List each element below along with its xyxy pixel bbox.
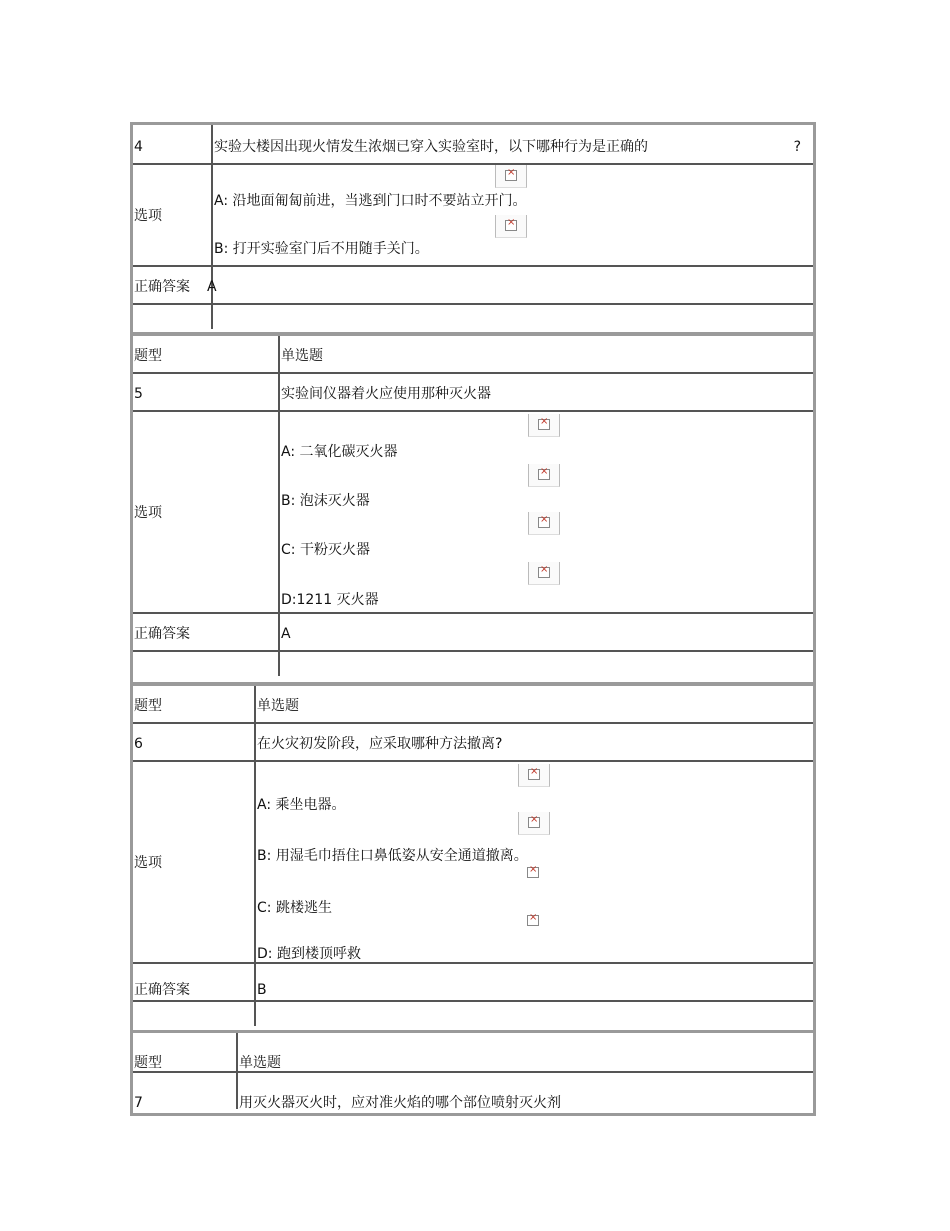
option-a: A: 二氧化碳灭火器 bbox=[281, 444, 398, 460]
broken-image-icon bbox=[528, 414, 560, 437]
question-block-5 bbox=[130, 333, 816, 685]
type-row bbox=[133, 686, 813, 724]
answer-label: 正确答案 bbox=[134, 626, 190, 642]
question-row bbox=[133, 374, 813, 412]
options-label: 选项 bbox=[134, 208, 162, 224]
type-label: 题型 bbox=[134, 1055, 162, 1071]
option-b: B: 泡沫灭火器 bbox=[281, 493, 370, 509]
type-value: 单选题 bbox=[239, 1055, 281, 1071]
broken-image-icon bbox=[528, 464, 560, 487]
type-row bbox=[133, 336, 813, 374]
option-d: D:1211 灭火器 bbox=[281, 592, 379, 608]
broken-image-icon bbox=[495, 165, 527, 188]
answer-row bbox=[133, 964, 813, 1002]
option-a: A: 乘坐电器。 bbox=[257, 797, 346, 813]
options-label: 选项 bbox=[134, 505, 162, 521]
options-row bbox=[133, 762, 813, 964]
question-block-4 bbox=[130, 122, 816, 335]
broken-image-icon bbox=[518, 910, 548, 932]
question-text: 在火灾初发阶段，应采取哪种方法撤离? bbox=[257, 736, 503, 752]
question-number: 4 bbox=[134, 139, 143, 155]
question-block-6 bbox=[130, 683, 816, 1033]
type-label: 题型 bbox=[134, 698, 162, 714]
options-label: 选项 bbox=[134, 855, 162, 871]
type-value: 单选题 bbox=[257, 698, 299, 714]
option-a: A: 沿地面匍匐前进，当逃到门口时不要站立开门。 bbox=[214, 193, 527, 209]
answer-value: A bbox=[281, 626, 291, 642]
question-row bbox=[133, 125, 813, 165]
broken-image-icon bbox=[495, 215, 527, 238]
question-text: 实验大楼因出现火情发生浓烟已穿入实验室时，以下哪种行为是正确的 bbox=[214, 139, 648, 155]
empty-row bbox=[133, 1002, 813, 1026]
option-c: C: 干粉灭火器 bbox=[281, 542, 370, 558]
question-mark: ? bbox=[793, 139, 801, 155]
broken-image-icon bbox=[518, 862, 548, 884]
option-b: B: 用湿毛巾捂住口鼻低姿从安全通道撤离。 bbox=[257, 848, 528, 864]
options-row bbox=[133, 165, 813, 267]
question-text: 用灭火器灭火时，应对准火焰的哪个部位喷射灭火剂 bbox=[239, 1095, 561, 1111]
question-number: 5 bbox=[134, 386, 143, 402]
option-c: C: 跳楼逃生 bbox=[257, 900, 332, 916]
answer-row bbox=[133, 267, 813, 305]
broken-image-icon bbox=[528, 512, 560, 535]
answer-value: B bbox=[257, 982, 267, 998]
empty-row bbox=[133, 652, 813, 676]
question-number: 6 bbox=[134, 736, 143, 752]
broken-image-icon bbox=[518, 812, 550, 835]
question-row bbox=[133, 724, 813, 762]
broken-image-icon bbox=[528, 562, 560, 585]
answer-value: A bbox=[207, 279, 217, 295]
type-label: 题型 bbox=[134, 348, 162, 364]
question-block-7 bbox=[130, 1030, 816, 1116]
question-number: 7 bbox=[134, 1095, 143, 1111]
empty-row bbox=[133, 305, 813, 329]
answer-label: 正确答案 bbox=[134, 982, 190, 998]
answer-label: 正确答案 bbox=[134, 279, 190, 295]
option-d: D: 跑到楼顶呼救 bbox=[257, 946, 361, 962]
option-b: B: 打开实验室门后不用随手关门。 bbox=[214, 241, 429, 257]
options-row bbox=[133, 412, 813, 614]
question-text: 实验间仪器着火应使用那种灭火器 bbox=[281, 386, 491, 402]
broken-image-icon bbox=[518, 764, 550, 787]
type-value: 单选题 bbox=[281, 348, 323, 364]
type-row bbox=[133, 1033, 813, 1073]
question-row bbox=[133, 1073, 813, 1109]
answer-row bbox=[133, 614, 813, 652]
